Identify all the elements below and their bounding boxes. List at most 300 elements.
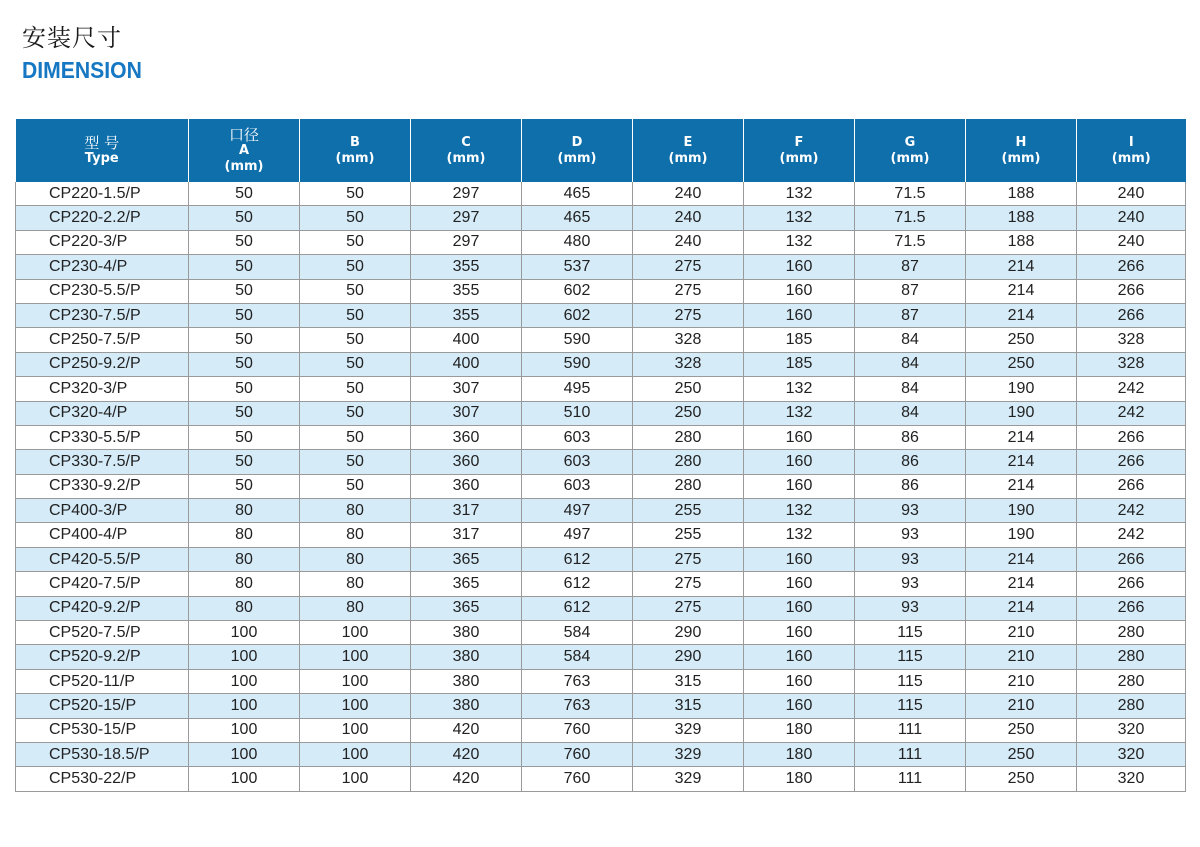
cell-f: 185 xyxy=(744,328,855,352)
cell-g: 71.5 xyxy=(855,230,966,254)
table-row xyxy=(16,206,1186,230)
cell-b: 100 xyxy=(300,645,411,669)
cell-g: 84 xyxy=(855,352,966,376)
cell-h: 214 xyxy=(966,572,1077,596)
cell-h: 214 xyxy=(966,547,1077,571)
cell-f: 185 xyxy=(744,352,855,376)
cell-e: 315 xyxy=(633,669,744,693)
cell-e: 290 xyxy=(633,645,744,669)
cell-a: 50 xyxy=(189,474,300,498)
column-header-unit: (mm) xyxy=(779,150,819,166)
column-header-h xyxy=(966,119,1077,182)
cell-e: 280 xyxy=(633,450,744,474)
cell-h: 250 xyxy=(966,742,1077,766)
cell-e: 280 xyxy=(633,474,744,498)
table-row xyxy=(16,621,1186,645)
cell-d: 584 xyxy=(522,621,633,645)
table-row xyxy=(16,450,1186,474)
cell-type: CP320-3/P xyxy=(16,377,189,401)
column-header-e xyxy=(633,119,744,182)
cell-b: 80 xyxy=(300,499,411,523)
cell-a: 100 xyxy=(189,669,300,693)
cell-g: 84 xyxy=(855,328,966,352)
cell-h: 214 xyxy=(966,450,1077,474)
cell-type: CP230-5.5/P xyxy=(16,279,189,303)
column-header-cn: 型 号 xyxy=(84,133,120,152)
cell-c: 297 xyxy=(411,230,522,254)
cell-c: 365 xyxy=(411,547,522,571)
cell-g: 71.5 xyxy=(855,206,966,230)
cell-a: 100 xyxy=(189,718,300,742)
cell-h: 250 xyxy=(966,352,1077,376)
cell-type: CP330-7.5/P xyxy=(16,450,189,474)
column-header-unit: (mm) xyxy=(557,150,597,166)
cell-b: 80 xyxy=(300,547,411,571)
cell-g: 86 xyxy=(855,425,966,449)
cell-b: 50 xyxy=(300,377,411,401)
cell-h: 188 xyxy=(966,182,1077,206)
cell-c: 360 xyxy=(411,425,522,449)
cell-b: 50 xyxy=(300,182,411,206)
column-header-i xyxy=(1077,119,1186,182)
cell-h: 188 xyxy=(966,230,1077,254)
cell-d: 465 xyxy=(522,182,633,206)
cell-a: 100 xyxy=(189,742,300,766)
column-header-c xyxy=(411,119,522,182)
column-header-label: E xyxy=(683,134,693,150)
cell-b: 100 xyxy=(300,742,411,766)
cell-b: 50 xyxy=(300,450,411,474)
cell-e: 275 xyxy=(633,303,744,327)
cell-a: 50 xyxy=(189,230,300,254)
cell-c: 355 xyxy=(411,255,522,279)
cell-i: 242 xyxy=(1077,523,1186,547)
cell-h: 250 xyxy=(966,767,1077,791)
cell-c: 360 xyxy=(411,474,522,498)
page-title-cn: 安装尺寸 xyxy=(22,24,122,52)
column-header-label: H xyxy=(1015,134,1027,150)
table-row xyxy=(16,352,1186,376)
cell-i: 242 xyxy=(1077,377,1186,401)
cell-f: 160 xyxy=(744,547,855,571)
cell-a: 50 xyxy=(189,425,300,449)
cell-i: 266 xyxy=(1077,279,1186,303)
cell-a: 80 xyxy=(189,596,300,620)
cell-a: 50 xyxy=(189,303,300,327)
cell-d: 602 xyxy=(522,303,633,327)
table-row xyxy=(16,669,1186,693)
table-header-row xyxy=(16,119,1186,182)
cell-c: 400 xyxy=(411,352,522,376)
table-row xyxy=(16,596,1186,620)
column-header-a xyxy=(189,119,300,182)
cell-g: 87 xyxy=(855,255,966,279)
cell-d: 760 xyxy=(522,742,633,766)
cell-g: 115 xyxy=(855,669,966,693)
cell-i: 320 xyxy=(1077,718,1186,742)
cell-g: 93 xyxy=(855,499,966,523)
cell-i: 280 xyxy=(1077,621,1186,645)
cell-c: 307 xyxy=(411,401,522,425)
cell-a: 50 xyxy=(189,279,300,303)
cell-e: 240 xyxy=(633,230,744,254)
cell-type: CP400-4/P xyxy=(16,523,189,547)
cell-a: 80 xyxy=(189,523,300,547)
cell-type: CP330-5.5/P xyxy=(16,425,189,449)
cell-h: 190 xyxy=(966,401,1077,425)
column-header-unit: (mm) xyxy=(668,150,708,166)
cell-i: 280 xyxy=(1077,645,1186,669)
cell-type: CP320-4/P xyxy=(16,401,189,425)
cell-d: 510 xyxy=(522,401,633,425)
cell-b: 80 xyxy=(300,523,411,547)
cell-b: 100 xyxy=(300,621,411,645)
cell-i: 266 xyxy=(1077,450,1186,474)
cell-e: 275 xyxy=(633,572,744,596)
table-row xyxy=(16,230,1186,254)
cell-g: 84 xyxy=(855,377,966,401)
cell-b: 50 xyxy=(300,255,411,279)
cell-f: 180 xyxy=(744,718,855,742)
cell-f: 132 xyxy=(744,377,855,401)
cell-c: 420 xyxy=(411,718,522,742)
cell-g: 111 xyxy=(855,767,966,791)
cell-type: CP420-7.5/P xyxy=(16,572,189,596)
cell-c: 360 xyxy=(411,450,522,474)
column-header-unit: (mm) xyxy=(1111,150,1151,166)
cell-c: 317 xyxy=(411,499,522,523)
page-title-en: DIMENSION xyxy=(22,57,142,83)
cell-b: 80 xyxy=(300,572,411,596)
cell-f: 132 xyxy=(744,230,855,254)
cell-c: 365 xyxy=(411,572,522,596)
cell-h: 210 xyxy=(966,694,1077,718)
cell-type: CP520-11/P xyxy=(16,669,189,693)
cell-h: 214 xyxy=(966,474,1077,498)
cell-g: 111 xyxy=(855,742,966,766)
cell-a: 100 xyxy=(189,621,300,645)
cell-e: 315 xyxy=(633,694,744,718)
cell-d: 603 xyxy=(522,474,633,498)
cell-e: 275 xyxy=(633,255,744,279)
cell-c: 307 xyxy=(411,377,522,401)
cell-type: CP220-2.2/P xyxy=(16,206,189,230)
cell-b: 80 xyxy=(300,596,411,620)
cell-g: 93 xyxy=(855,523,966,547)
table-row xyxy=(16,572,1186,596)
cell-b: 50 xyxy=(300,303,411,327)
cell-c: 380 xyxy=(411,621,522,645)
cell-f: 160 xyxy=(744,474,855,498)
cell-f: 132 xyxy=(744,499,855,523)
cell-type: CP250-9.2/P xyxy=(16,352,189,376)
cell-b: 50 xyxy=(300,425,411,449)
cell-i: 266 xyxy=(1077,474,1186,498)
cell-f: 160 xyxy=(744,255,855,279)
cell-a: 100 xyxy=(189,645,300,669)
cell-b: 50 xyxy=(300,279,411,303)
cell-h: 190 xyxy=(966,523,1077,547)
column-header-label: D xyxy=(571,134,583,150)
cell-f: 160 xyxy=(744,425,855,449)
table-row xyxy=(16,742,1186,766)
table-row xyxy=(16,377,1186,401)
cell-a: 50 xyxy=(189,255,300,279)
cell-d: 537 xyxy=(522,255,633,279)
column-header-label: I xyxy=(1128,134,1134,150)
cell-h: 188 xyxy=(966,206,1077,230)
cell-b: 50 xyxy=(300,230,411,254)
cell-i: 266 xyxy=(1077,547,1186,571)
cell-e: 329 xyxy=(633,742,744,766)
column-header-cn: 口径 xyxy=(228,125,259,144)
column-header-f xyxy=(744,119,855,182)
cell-g: 84 xyxy=(855,401,966,425)
cell-b: 100 xyxy=(300,669,411,693)
cell-e: 280 xyxy=(633,425,744,449)
cell-c: 365 xyxy=(411,596,522,620)
cell-h: 210 xyxy=(966,645,1077,669)
cell-i: 280 xyxy=(1077,669,1186,693)
cell-f: 132 xyxy=(744,182,855,206)
cell-d: 495 xyxy=(522,377,633,401)
table-row xyxy=(16,767,1186,791)
cell-a: 50 xyxy=(189,328,300,352)
cell-e: 328 xyxy=(633,328,744,352)
cell-g: 115 xyxy=(855,621,966,645)
table-row xyxy=(16,401,1186,425)
table-row xyxy=(16,425,1186,449)
cell-i: 266 xyxy=(1077,303,1186,327)
cell-h: 214 xyxy=(966,425,1077,449)
cell-g: 93 xyxy=(855,572,966,596)
cell-type: CP250-7.5/P xyxy=(16,328,189,352)
cell-type: CP520-9.2/P xyxy=(16,645,189,669)
cell-type: CP400-3/P xyxy=(16,499,189,523)
cell-b: 100 xyxy=(300,767,411,791)
cell-e: 275 xyxy=(633,279,744,303)
cell-type: CP420-5.5/P xyxy=(16,547,189,571)
cell-d: 763 xyxy=(522,694,633,718)
cell-d: 497 xyxy=(522,499,633,523)
cell-d: 465 xyxy=(522,206,633,230)
cell-type: CP530-22/P xyxy=(16,767,189,791)
cell-e: 275 xyxy=(633,596,744,620)
table-row xyxy=(16,255,1186,279)
cell-f: 180 xyxy=(744,767,855,791)
cell-a: 100 xyxy=(189,767,300,791)
cell-e: 250 xyxy=(633,377,744,401)
cell-d: 612 xyxy=(522,596,633,620)
cell-i: 320 xyxy=(1077,767,1186,791)
cell-c: 297 xyxy=(411,182,522,206)
cell-h: 210 xyxy=(966,621,1077,645)
cell-type: CP530-18.5/P xyxy=(16,742,189,766)
cell-e: 255 xyxy=(633,499,744,523)
cell-h: 190 xyxy=(966,377,1077,401)
cell-type: CP220-1.5/P xyxy=(16,182,189,206)
cell-h: 214 xyxy=(966,303,1077,327)
cell-d: 590 xyxy=(522,328,633,352)
cell-f: 160 xyxy=(744,669,855,693)
cell-d: 760 xyxy=(522,718,633,742)
cell-f: 160 xyxy=(744,279,855,303)
cell-i: 320 xyxy=(1077,742,1186,766)
column-header-g xyxy=(855,119,966,182)
cell-i: 266 xyxy=(1077,596,1186,620)
dimension-table xyxy=(15,119,1186,792)
cell-i: 280 xyxy=(1077,694,1186,718)
cell-b: 100 xyxy=(300,718,411,742)
cell-d: 612 xyxy=(522,547,633,571)
cell-g: 87 xyxy=(855,303,966,327)
cell-h: 250 xyxy=(966,328,1077,352)
cell-g: 111 xyxy=(855,718,966,742)
cell-h: 214 xyxy=(966,279,1077,303)
cell-type: CP330-9.2/P xyxy=(16,474,189,498)
cell-c: 380 xyxy=(411,645,522,669)
cell-a: 80 xyxy=(189,499,300,523)
cell-f: 160 xyxy=(744,645,855,669)
column-header-label: F xyxy=(794,134,804,150)
table-row xyxy=(16,474,1186,498)
cell-a: 50 xyxy=(189,182,300,206)
cell-e: 329 xyxy=(633,718,744,742)
cell-h: 214 xyxy=(966,596,1077,620)
cell-d: 612 xyxy=(522,572,633,596)
cell-b: 50 xyxy=(300,474,411,498)
cell-c: 380 xyxy=(411,669,522,693)
cell-type: CP420-9.2/P xyxy=(16,596,189,620)
table-row xyxy=(16,523,1186,547)
column-header-unit: (mm) xyxy=(224,158,264,174)
cell-i: 240 xyxy=(1077,206,1186,230)
column-header-label: G xyxy=(904,134,916,150)
cell-g: 93 xyxy=(855,547,966,571)
cell-i: 242 xyxy=(1077,401,1186,425)
cell-f: 160 xyxy=(744,450,855,474)
cell-a: 50 xyxy=(189,352,300,376)
cell-i: 328 xyxy=(1077,352,1186,376)
cell-f: 160 xyxy=(744,596,855,620)
cell-d: 603 xyxy=(522,450,633,474)
cell-g: 93 xyxy=(855,596,966,620)
cell-d: 760 xyxy=(522,767,633,791)
cell-h: 210 xyxy=(966,669,1077,693)
cell-e: 250 xyxy=(633,401,744,425)
table-row xyxy=(16,328,1186,352)
cell-i: 240 xyxy=(1077,230,1186,254)
cell-type: CP520-15/P xyxy=(16,694,189,718)
cell-f: 132 xyxy=(744,523,855,547)
cell-a: 50 xyxy=(189,401,300,425)
cell-i: 242 xyxy=(1077,499,1186,523)
cell-f: 160 xyxy=(744,303,855,327)
cell-g: 71.5 xyxy=(855,182,966,206)
cell-c: 400 xyxy=(411,328,522,352)
cell-a: 100 xyxy=(189,694,300,718)
cell-c: 420 xyxy=(411,742,522,766)
cell-a: 50 xyxy=(189,206,300,230)
cell-b: 50 xyxy=(300,206,411,230)
cell-f: 160 xyxy=(744,572,855,596)
cell-c: 380 xyxy=(411,694,522,718)
cell-d: 497 xyxy=(522,523,633,547)
cell-e: 255 xyxy=(633,523,744,547)
cell-g: 87 xyxy=(855,279,966,303)
cell-d: 584 xyxy=(522,645,633,669)
cell-c: 297 xyxy=(411,206,522,230)
cell-f: 180 xyxy=(744,742,855,766)
column-header-unit: (mm) xyxy=(335,150,375,166)
cell-f: 160 xyxy=(744,694,855,718)
cell-i: 266 xyxy=(1077,425,1186,449)
cell-b: 50 xyxy=(300,352,411,376)
column-header-unit: (mm) xyxy=(446,150,486,166)
cell-d: 480 xyxy=(522,230,633,254)
cell-h: 190 xyxy=(966,499,1077,523)
column-header-label: Type xyxy=(84,150,119,166)
cell-f: 132 xyxy=(744,401,855,425)
table-row xyxy=(16,645,1186,669)
table-row xyxy=(16,279,1186,303)
column-header-d xyxy=(522,119,633,182)
cell-c: 355 xyxy=(411,303,522,327)
cell-type: CP230-4/P xyxy=(16,255,189,279)
cell-type: CP230-7.5/P xyxy=(16,303,189,327)
cell-a: 50 xyxy=(189,450,300,474)
cell-c: 317 xyxy=(411,523,522,547)
cell-e: 329 xyxy=(633,767,744,791)
cell-type: CP520-7.5/P xyxy=(16,621,189,645)
table-row xyxy=(16,718,1186,742)
cell-b: 50 xyxy=(300,401,411,425)
cell-a: 80 xyxy=(189,547,300,571)
cell-d: 763 xyxy=(522,669,633,693)
column-header-label: C xyxy=(461,134,471,150)
column-header-unit: (mm) xyxy=(1001,150,1041,166)
cell-i: 266 xyxy=(1077,572,1186,596)
cell-i: 240 xyxy=(1077,182,1186,206)
cell-h: 250 xyxy=(966,718,1077,742)
cell-d: 603 xyxy=(522,425,633,449)
table-row xyxy=(16,182,1186,206)
cell-b: 50 xyxy=(300,328,411,352)
cell-i: 328 xyxy=(1077,328,1186,352)
cell-e: 275 xyxy=(633,547,744,571)
cell-g: 86 xyxy=(855,474,966,498)
column-header-type xyxy=(16,119,189,182)
cell-f: 160 xyxy=(744,621,855,645)
table-row xyxy=(16,499,1186,523)
table-body xyxy=(16,182,1186,791)
cell-c: 420 xyxy=(411,767,522,791)
cell-d: 602 xyxy=(522,279,633,303)
table-row xyxy=(16,694,1186,718)
cell-i: 266 xyxy=(1077,255,1186,279)
cell-g: 115 xyxy=(855,694,966,718)
cell-e: 328 xyxy=(633,352,744,376)
cell-c: 355 xyxy=(411,279,522,303)
table-row xyxy=(16,303,1186,327)
column-header-label: B xyxy=(350,134,360,150)
cell-type: CP220-3/P xyxy=(16,230,189,254)
column-header-label: A xyxy=(238,142,250,158)
cell-d: 590 xyxy=(522,352,633,376)
cell-b: 100 xyxy=(300,694,411,718)
cell-h: 214 xyxy=(966,255,1077,279)
cell-e: 290 xyxy=(633,621,744,645)
